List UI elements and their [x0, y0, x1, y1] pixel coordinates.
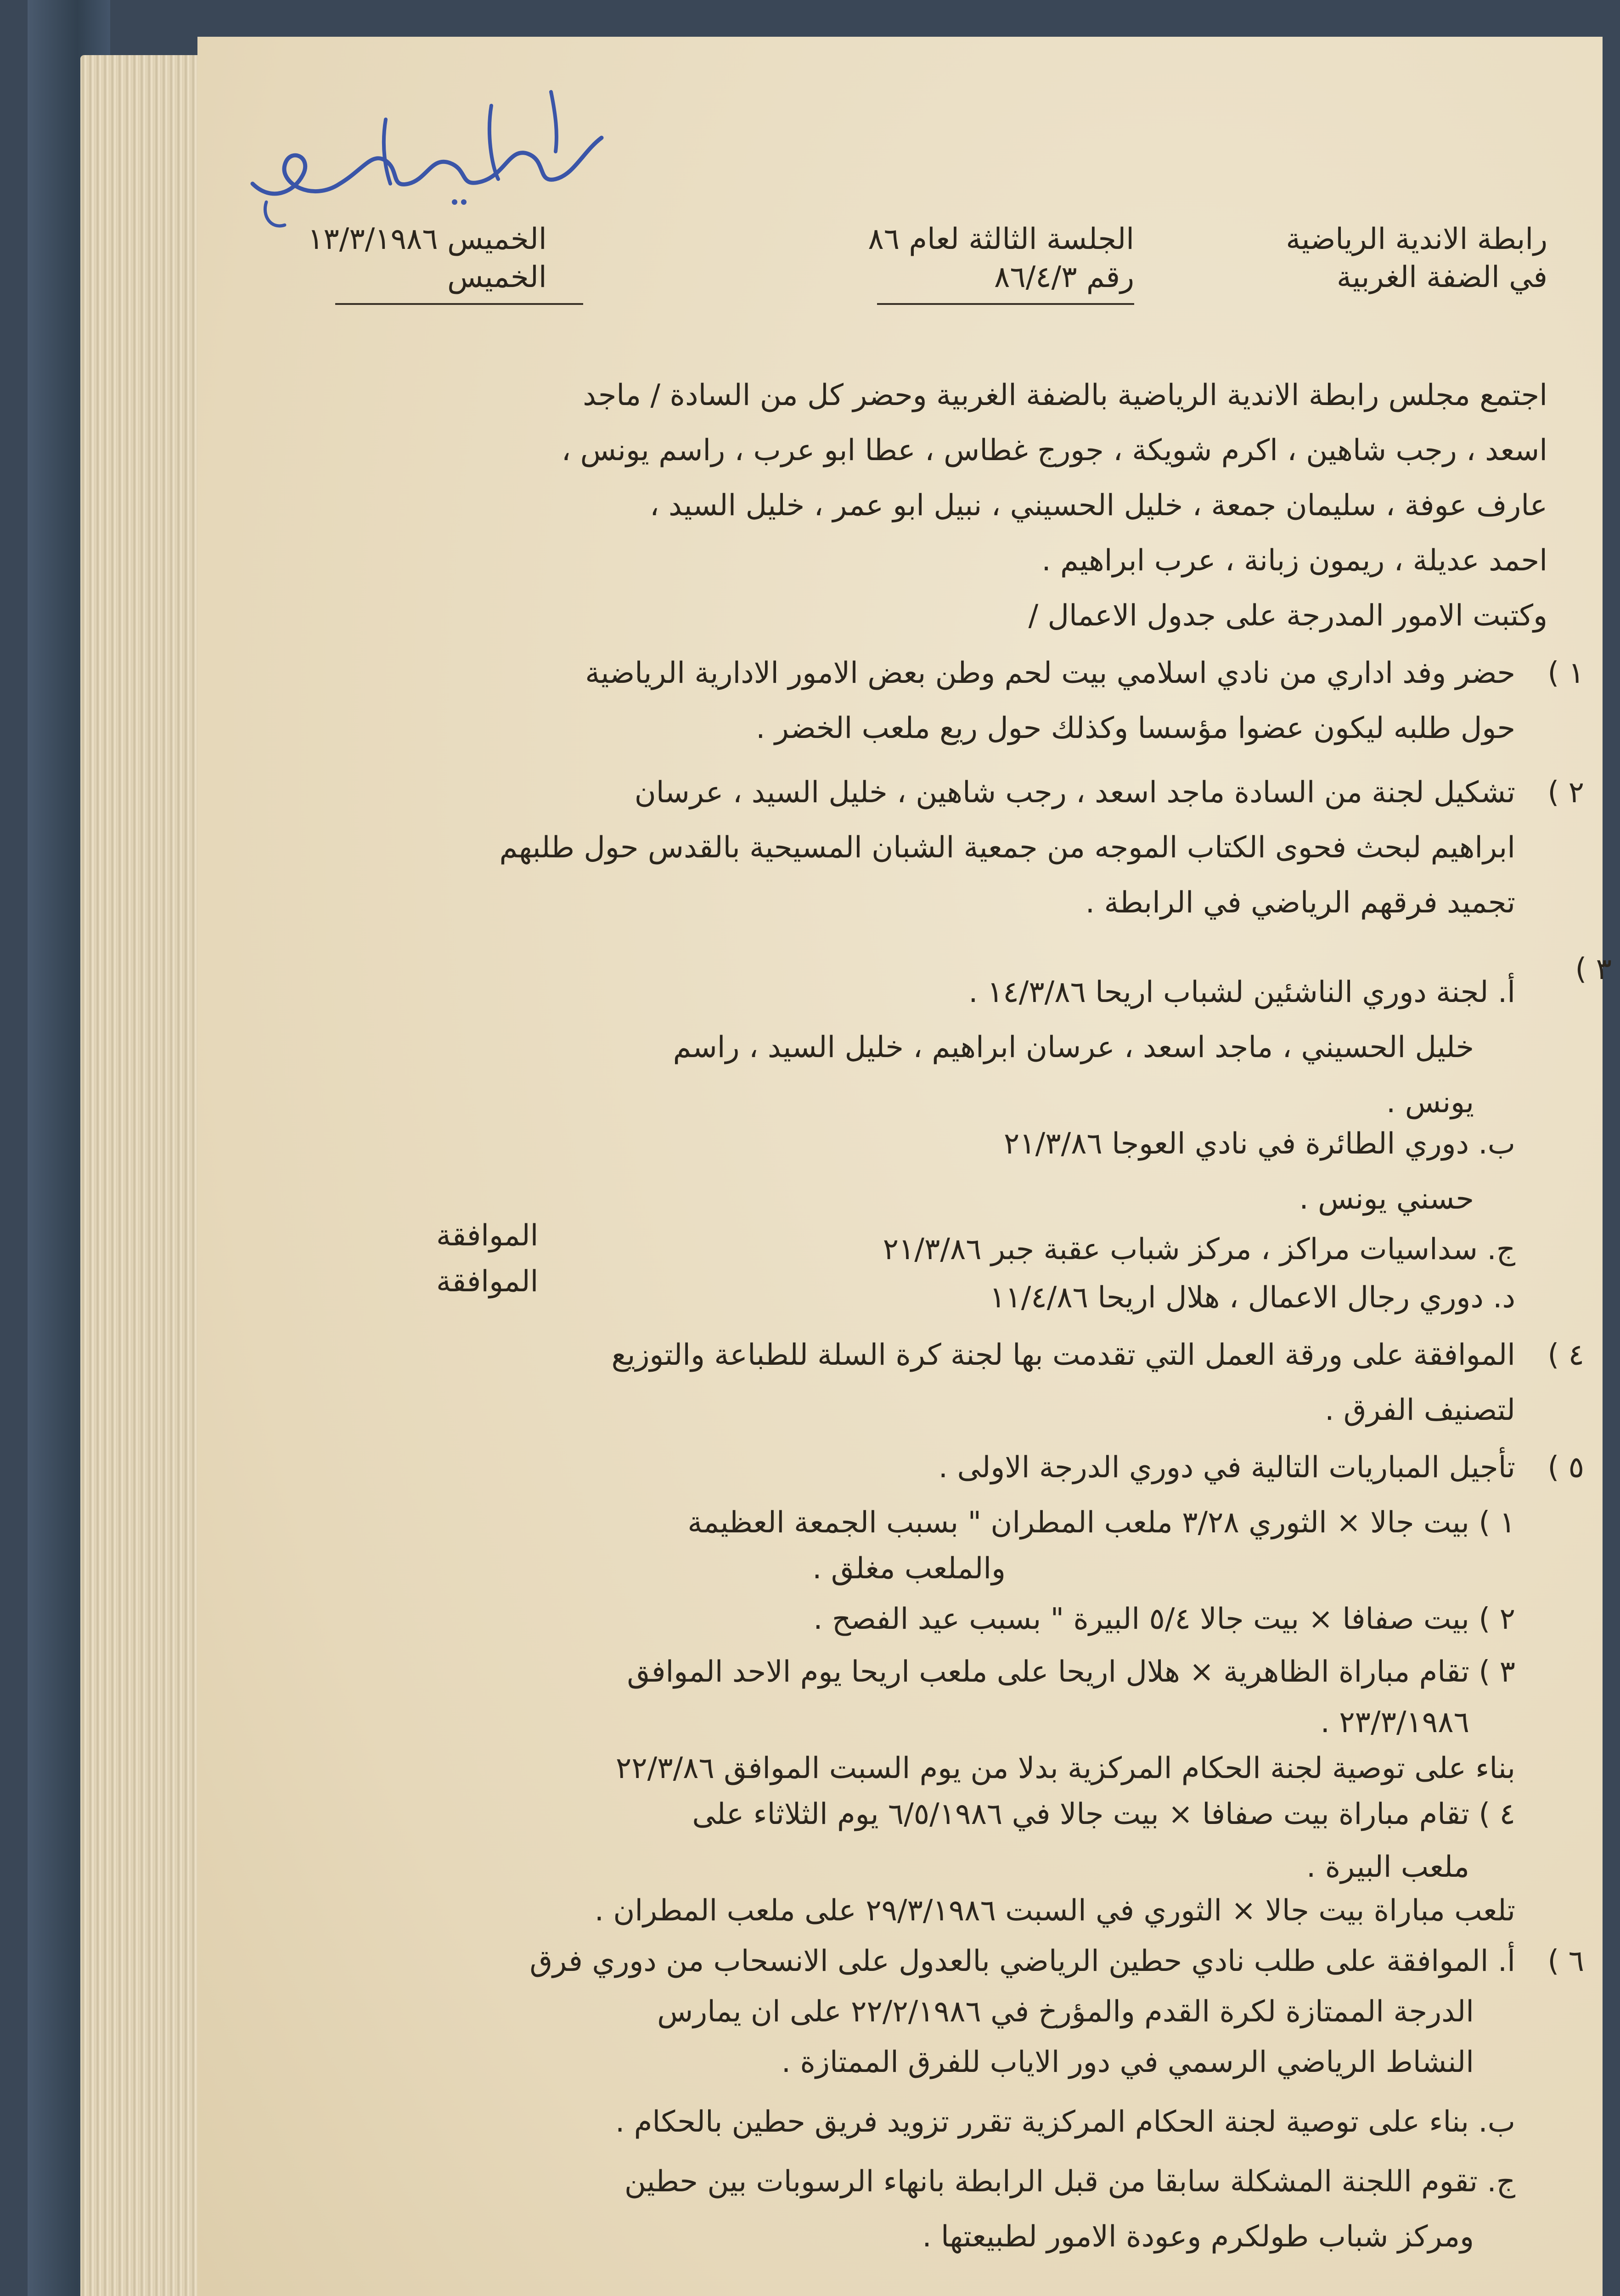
item-3-number: ٣ )	[1575, 952, 1612, 986]
item-4-line-2: لتصنيف الفرق .	[1325, 1393, 1515, 1427]
org-line-1: رابطة الاندية الرياضية	[1286, 222, 1547, 256]
item-5-match-4-note: تلعب مباراة بيت جالا × الثوري في السبت ٢٩/٣/١٩٨٦ على ملعب المطران .	[594, 1894, 1515, 1928]
item-6-b: ب. بناء على توصية لجنة الحكام المركزية تقرر تزويد فريق حطين بالحكام .	[615, 2105, 1515, 2139]
item-2-line-3: تجميد فرقهم الرياضي في الرابطة .	[1085, 886, 1515, 920]
org-line-2: في الضفة الغربية	[1337, 260, 1547, 295]
header-organization	[1286, 220, 1547, 297]
date-line-1: الخميس ١٣/٣/١٩٨٦	[308, 222, 547, 256]
item-2-line-1: تشكيل لجنة من السادة ماجد اسعد ، رجب شاهين ، خليل السيد ، عرسان	[634, 776, 1515, 810]
item-5-title: تأجيل المباريات التالية في دوري الدرجة الاولى .	[938, 1451, 1515, 1485]
item-5-match-1-line-2: والملعب مغلق .	[812, 1552, 1006, 1586]
item-2-number: ٢ )	[1547, 776, 1584, 810]
item-3-c-approval: الموافقة	[436, 1219, 539, 1253]
item-6-c-line-1: ج. تقوم اللجنة المشكلة سابقا من قبل الرابطة بانهاء الرسوبات بين حطين	[624, 2165, 1515, 2199]
item-3-b-line-1: ب. دوري الطائرة في نادي العوجا ٢١/٣/٨٦	[1003, 1127, 1515, 1161]
attendance-line-3: عارف عوفة ، سليمان جمعة ، خليل الحسيني ، نبيل ابو عمر ، خليل السيد ،	[650, 489, 1547, 523]
item-6-a-line-1: أ. الموافقة على طلب نادي حطين الرياضي بالعدول على الانسحاب من دوري فرق	[529, 1944, 1515, 1978]
header-session	[868, 220, 1134, 297]
item-4-line-1: الموافقة على ورقة العمل التي تقدمت بها لجنة كرة السلة للطباعة والتوزيع	[611, 1338, 1515, 1372]
header-date	[308, 220, 547, 297]
session-line-2: رقم ٨٦/٤/٣	[994, 260, 1134, 295]
item-3-b-line-2: حسني يونس .	[1299, 1182, 1474, 1216]
item-6-c-line-2: ومركز شباب طولكرم وعودة الامور لطبيعتها .	[922, 2220, 1474, 2254]
item-5-match-4-line-1: ٤ ) تقام مباراة بيت صفافا × بيت جالا في ٦/٥/١٩٨٦ يوم الثلاثاء على	[692, 1797, 1515, 1831]
item-3-a-line-1: أ. لجنة دوري الناشئين لشباب اريحا ١٤/٣/٨٦ .	[968, 975, 1515, 1009]
item-5-match-2: ٢ ) بيت صفافا × بيت جالا ٥/٤ البيرة " بسبب عيد الفصح .	[813, 1602, 1515, 1636]
page-stack-edges	[80, 55, 200, 2296]
date-underline	[335, 303, 583, 305]
item-5-match-3-line-2: ٢٣/٣/١٩٨٦ .	[1320, 1705, 1469, 1739]
item-3-d-approval: الموافقة	[436, 1265, 539, 1299]
item-3-d: د. دوري رجال الاعمال ، هلال اريحا ١١/٤/٨٦	[990, 1281, 1515, 1315]
item-3-a-line-3: يونس .	[1386, 1086, 1474, 1120]
item-6-a-line-2: الدرجة الممتازة لكرة القدم والمؤرخ في ٢٢/٢/١٩٨٦ على ان يمارس	[657, 1995, 1474, 2029]
document-page	[197, 37, 1612, 2296]
item-2-line-2: ابراهيم لبحث فحوى الكتاب الموجه من جمعية الشبان المسيحية بالقدس حول طلبهم	[499, 831, 1515, 865]
item-5-match-1-line-1: ١ ) بيت جالا × الثوري ٣/٢٨ ملعب المطران " بسبب الجمعة العظيمة	[687, 1506, 1515, 1540]
item-3-c: ج. سداسيات مراكز ، مركز شباب عقبة جبر ٢١/٣/٨٦	[883, 1232, 1515, 1266]
item-5-match-4-line-2: ملعب البيرة .	[1306, 1850, 1469, 1884]
session-line-1: الجلسة الثالثة لعام ٨٦	[868, 222, 1134, 256]
item-5-number: ٥ )	[1547, 1451, 1584, 1485]
item-6-a-line-3: النشاط الرياضي الرسمي في دور الاياب للفرق الممتازة .	[781, 2045, 1474, 2079]
item-5-match-3-line-1: ٣ ) تقام مباراة الظاهرية × هلال اريحا على ملعب اريحا يوم الاحد الموافق	[627, 1655, 1515, 1689]
handwritten-signature	[234, 64, 629, 239]
item-1-line-1: حضر وفد اداري من نادي اسلامي بيت لحم وطن بعض الامور الادارية الرياضية	[585, 656, 1515, 690]
item-4-number: ٤ )	[1547, 1338, 1584, 1372]
attendance-line-2: اسعد ، رجب شاهين ، اكرم شويكة ، جورج غطاس ، عطا ابو عرب ، راسم يونس ،	[561, 433, 1547, 467]
item-1-number: ١ )	[1547, 656, 1584, 690]
item-1-line-2: حول طلبه ليكون عضوا مؤسسا وكذلك حول ريع ملعب الخضر .	[756, 711, 1515, 745]
session-underline	[877, 303, 1134, 305]
date-line-2: الخميس	[447, 260, 547, 295]
attendance-line-4: احمد عديلة ، ريمون زبانة ، عرب ابراهيم .	[1041, 544, 1547, 578]
attendance-line-1: اجتمع مجلس رابطة الاندية الرياضية بالضفة الغربية وحضر كل من السادة / ماجد	[583, 378, 1547, 412]
item-6-number: ٦ )	[1547, 1944, 1584, 1978]
item-3-a-line-2: خليل الحسيني ، ماجد اسعد ، عرسان ابراهيم ، خليل السيد ، راسم	[673, 1030, 1474, 1064]
agenda-intro: وكتبت الامور المدرجة على جدول الاعمال /	[1028, 599, 1547, 633]
item-5-match-3-note: بناء على توصية لجنة الحكام المركزية بدلا من يوم السبت الموافق ٢٢/٣/٨٦	[615, 1751, 1515, 1785]
